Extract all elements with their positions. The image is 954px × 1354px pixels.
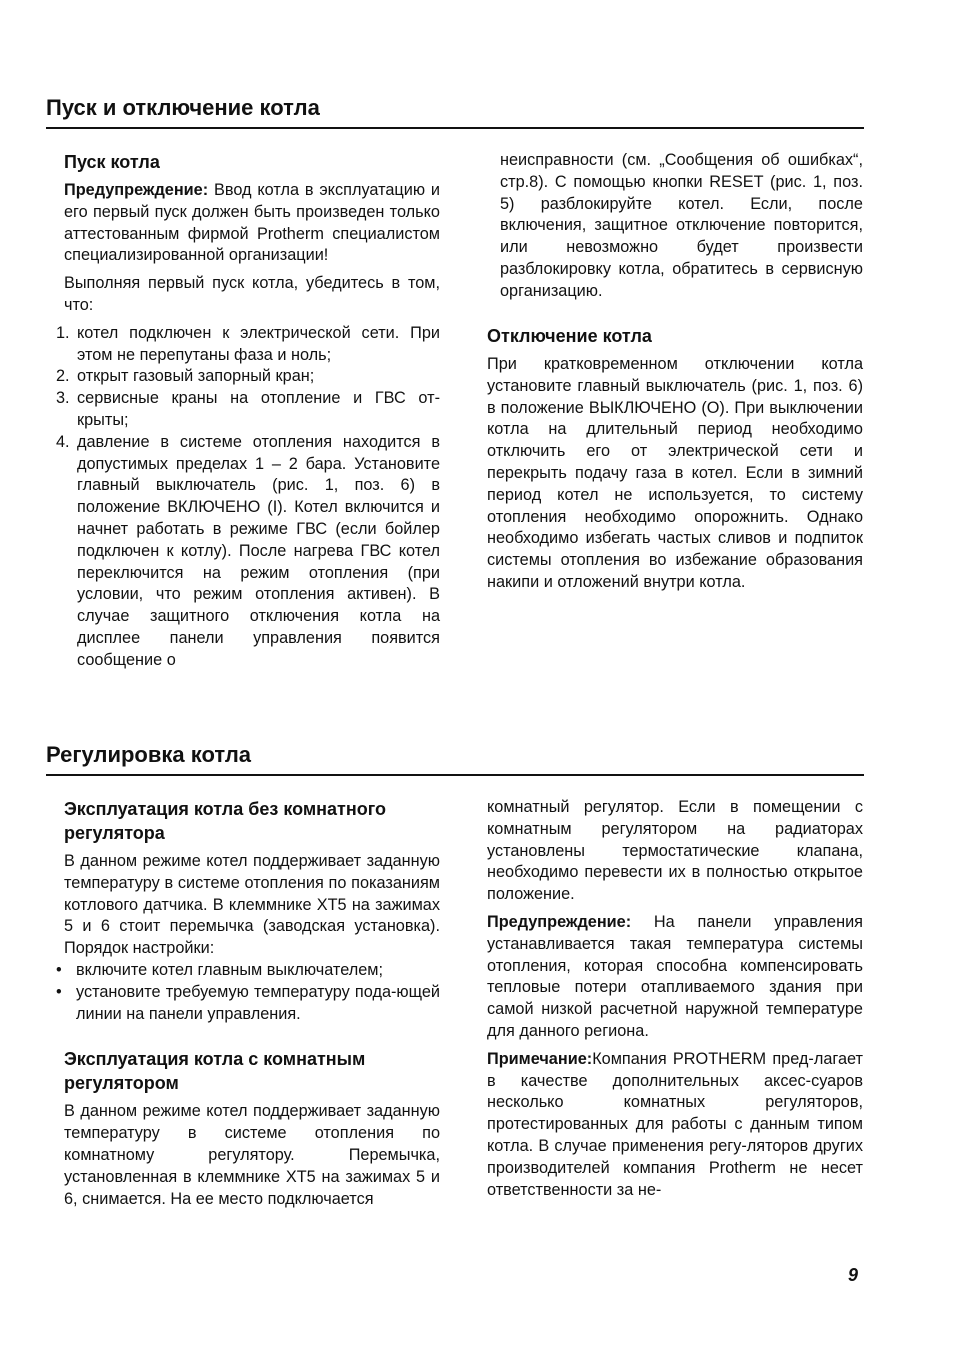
- item-text: открыт газовый запорный кран;: [77, 367, 315, 386]
- start-heading: Пуск котла: [64, 152, 160, 172]
- with-regulator-text: В данном режиме котел поддерживает заданную температуру в системе отопления по комнатному регулятору. Перемычка, установленная в клеммнике XT5 на зажимах 5 и 6, снимается. На ее место подключается: [64, 1102, 440, 1208]
- warning-text: Ввод котла в эксплуатацию и его первый пуск должен быть произведен только аттестованным фирмой Protherm специалистом специализированной организации!: [64, 181, 440, 265]
- regulation-right-column: [487, 797, 863, 1207]
- bullet-icon: •: [56, 960, 62, 979]
- regulation-note: [487, 1049, 863, 1202]
- note-label: Примечание:: [487, 1049, 593, 1068]
- with-regulator-continuation: комнатный регулятор. Если в помещении с комнатным регулятором на радиаторах установлены термостатические клапана, необходимо перевести их в полностью открытое положение.: [487, 798, 863, 904]
- without-regulator-heading: Эксплуатация котла без комнатного регулятора: [64, 799, 386, 843]
- page-number: 9: [848, 1265, 859, 1285]
- setup-bullets: [56, 960, 440, 1025]
- shutdown-heading: Отключение котла: [487, 326, 652, 346]
- warning-label: Предупреждение:: [487, 912, 632, 931]
- item-text: сервисные краны на отопление и ГВС от-крыты;: [77, 389, 440, 429]
- list-item: [56, 960, 440, 982]
- section-title-start-stop: Пуск и отключение котла: [46, 95, 864, 129]
- start-continuation: [500, 150, 863, 309]
- item-number: 1.: [56, 323, 70, 342]
- item-number: 3.: [56, 389, 70, 408]
- start-warning: [64, 180, 440, 267]
- bullet-text: включите котел главным выключателем;: [76, 960, 383, 979]
- without-regulator-text: В данном режиме котел поддерживает заданную температуру в системе отопления по показаниям котлового датчика. В клеммнике XT5 на зажимах 5 и 6 стоит перемычка (заводская установка). Порядок настройки:: [64, 852, 440, 958]
- shutdown-text: При кратковременном отключении котла установите главный выключатель (рис. 1, поз. 6) в положение ВЫКЛЮЧЕНО (O). При выключении котла на длительный период необходимо отключить его от электрической сети и перекрыть подачу газа в котел. Если в зимний период котел не используется, то систему отопления необходимо опорожнить. Однако необходимо избегать частых сливов и подпиток системы отопления во избежание образования накипи и отложений внутри котла.: [487, 355, 863, 591]
- with-regulator-heading: Эксплуатация котла с комнатным регулятором: [64, 1049, 366, 1094]
- warning-label: Предупреждение:: [64, 181, 209, 199]
- list-item: [56, 366, 440, 388]
- list-item: [56, 982, 440, 1026]
- bullet-icon: •: [56, 982, 62, 1001]
- section-title-regulation: Регулировка котла: [46, 742, 864, 776]
- list-item: [56, 432, 440, 672]
- note-text: Компания PROTHERM пред-лагает в качестве дополнительных аксес-суаров несколько комнатных регуляторов, протестированных для работы с данным типом котла. В случае применения регу-ляторов других производителей компания Protherm не несет ответственности за не-: [487, 1049, 863, 1199]
- regulation-warning: [487, 912, 863, 1043]
- start-column: [56, 150, 440, 672]
- list-item: [56, 323, 440, 367]
- item-text: давление в системе отопления находится в допустимых пределах 1 – 2 бара. Установите главный выключатель (рис. 1, поз. 6) в положение ВКЛЮЧЕНО (I). Котел включится и начнет работать в режиме ГВС (если бойлер подключен к котлу). После нагрева ГВС котел переключится на режим отопления (при условии, что режим отопления активен). В случае защитного отключения котла на дисплее панели управления появится сообщение о: [77, 432, 440, 669]
- item-text: котел подключен к электрической сети. При этом не перепутаны фаза и ноль;: [77, 323, 440, 364]
- item-number: 4.: [56, 432, 70, 451]
- start-intro: Выполняя первый пуск котла, убедитесь в том, что:: [64, 274, 440, 314]
- item-number: 2.: [56, 367, 70, 386]
- start-continuation-text: неисправности (см. „Сообщения об ошибках“, стр.8). С помощью кнопки RESET (рис. 1, поз. 5) разблокируйте котел. Если, после включения, защитное отключение повторится, или невозможно будет произвести разблокировку котла, обратитесь в сервисную организацию.: [500, 151, 863, 300]
- shutdown-column: [487, 324, 863, 600]
- start-checklist: [56, 323, 440, 672]
- bullet-text: установите требуемую температуру пода-ющей линии на панели управления.: [76, 982, 440, 1023]
- list-item: [56, 388, 440, 432]
- warning-text: На панели управления устанавливается такая температура системы отопления, которая способна компенсировать тепловые потери отапливаемого здания при самой низкой расчетной наружной температуре для данного региона.: [487, 912, 863, 1040]
- regulation-left-column: [56, 797, 440, 1216]
